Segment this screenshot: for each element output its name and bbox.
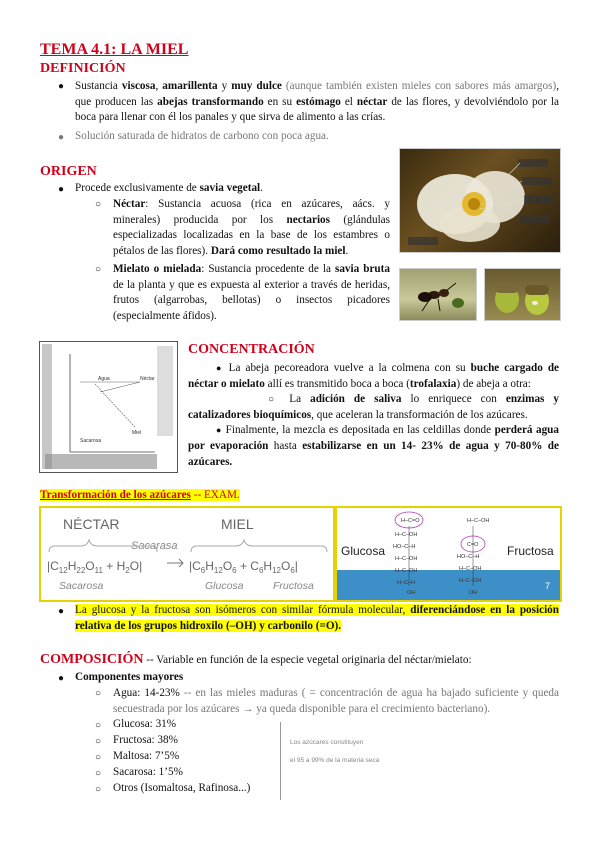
bullet-dot: ● [58,606,65,617]
acorns-photo [484,268,561,321]
glucosa-label: Glucosa [205,580,244,592]
flower-nectary-photo [399,148,561,253]
concentration-chart [40,342,177,472]
definicion-bullet-1: Sustancia viscosa, amarillenta y muy dulce (aunque también existen mieles con sabores más amargos), que producen las abejas transformando en su estómago el néctar de las flores, y devolviéndolo por la boca para llenar con él los panales y que sirva de alimento a las crías. [75,80,560,124]
svg-text:H–C–OH: H–C–OH [467,518,490,524]
sub-bullet-circle: ○ [95,199,102,210]
svg-text:OH: OH [469,590,478,596]
concentracion-heading: CONCENTRACIÓN [188,342,315,357]
slide-number: 7 [545,581,551,591]
ant-aphid-photo [399,268,477,321]
chart-label-nectar: Néctar [140,376,155,382]
chart-label-agua: Agua [98,376,110,382]
origen-mielato: Mielato o mielada: Sustancia procedente de la savia bruta de la planta y que es expuesta al exterior a través de heridas, frutos (algarrobas, bellotas) o insectos picadores (especialmente áfidos). [113,263,390,322]
origen-nectar: Néctar: Sustancia acuosa (rica en azúcares, aács. y minerales) producida por los nectarios (glándulas especializadas localizadas en la base de los estambres o pétalos de las flores). Dará como resultado la miel. [113,198,390,257]
svg-text:|C6H12O6 + C6H12O6|: $|C_6H_{12}O_6 + C_6H_{12}O_6|$ [189,559,298,575]
chart-label-miel: Miel [132,430,142,436]
glucose-fructose-structures [337,508,560,600]
sub-bullet-circle: ○ [95,768,102,779]
bullet-dot: ● [58,132,65,143]
page-title: TEMA 4.1: LA MIEL [40,41,189,58]
svg-text:HO–C–H: HO–C–H [457,554,480,560]
bullet-dot: ● [58,81,65,92]
svg-text:H–C–OH: H–C–OH [395,556,418,562]
sacarosa-label: Sacarosa [59,580,104,592]
svg-text:H–C–OH: H–C–OH [459,566,482,572]
bullet-dot: ● [216,363,224,373]
sub-bullet-circle: ○ [95,688,102,699]
bullet-dot: ● [216,425,223,436]
fructosa-item: Fructosa: 38% [113,734,178,746]
fructosa-structure-label: Fructosa [507,544,554,558]
sucrose-hydrolysis-box [39,506,335,602]
svg-text:C=O: C=O [467,542,479,548]
sacarosa-item: Sacarosa: 1’5% [113,766,183,778]
fructosa-label: Fructosa [273,580,314,592]
isomers-note: La glucosa y la fructosa son isómeros con similar fórmula molecular, diferenciándose en la posición relativa de los grupos hidroxilo (–OH) y carbonilo (=O). [75,604,559,632]
svg-text:|C12H22O11 + H2O|: $|C_{12}H_{22}O_{11} + H_2O|$ [47,559,143,575]
ant-illustration [400,269,476,320]
definicion-bullet-2: Solución saturada de hidratos de carbono con poca agua. [75,130,329,142]
sub-bullet-circle: ○ [268,394,281,406]
miel-label: MIEL [221,516,254,532]
nectar-label: NÉCTAR [63,516,120,532]
sub-bullet-circle: ○ [95,784,102,795]
concentracion-text: ● La abeja pecoreadora vuelve a la colmena con su buche cargado de néctar o mielato allí es transmitido boca a boca (trofalaxia) de abeja a otra: ○ La adición de saliva lo enriquece con enzimas y catalizadores bioquímicos, que aceleran la transformación de los azúcares. ● Finalmente, la mezcla es depositada en las celdillas donde perderá agua por evaporación hasta estabilizarse en un 14- 23% de agua y 70-80% de azúcares. [188,362,560,468]
side-note-2: el 95 a 99% de la materia seca [290,757,380,764]
svg-text:H–C=O: H–C=O [401,518,420,524]
sub-bullet-circle: ○ [95,264,102,275]
isomers-box [335,506,562,602]
bullet-dot: ● [58,673,65,684]
bracket-line [280,722,281,800]
svg-text:H–C–OH: H–C–OH [395,532,418,538]
agua-item: Agua: 14-23% -- en las mieles maduras ( = concentración de agua ha bajado suficiente y queda secuestrada por los azúcares → ya queda disponible para el crecimiento bacteriano). [113,687,559,715]
svg-text:H–C–OH: H–C–OH [395,568,418,574]
maltosa-item: Maltosa: 7’5% [113,750,180,762]
otros-item: Otros (Isomaltosa, Rafinosa...) [113,782,251,794]
acorn-illustration [485,269,560,320]
definicion-heading: DEFINICIÓN [40,61,126,76]
side-note-1: Los azúcares constituyen [290,739,364,746]
origen-heading: ORIGEN [40,164,97,179]
transformacion-heading: Transformación de los azúcares -- EXAM. [40,489,240,501]
concentration-diagram [39,341,178,473]
glucosa-structure-label: Glucosa [341,544,386,558]
glucosa-item: Glucosa: 31% [113,718,177,730]
flower-illustration [400,149,560,252]
svg-text:OH: OH [407,590,416,596]
sub-bullet-circle: ○ [95,720,102,731]
origen-bullet-1: Procede exclusivamente de savia vegetal. [75,182,263,194]
chart-label-sacarosa: Sacarosa [80,438,102,444]
enzyme-label: Sacarasa [131,540,178,552]
componentes-mayores: Componentes mayores [75,671,184,683]
composicion-heading-line: COMPOSICIÓN -- Variable en función de la especie vegetal originaria del néctar/mielato: [40,652,472,667]
svg-text:H–C–OH: H–C–OH [459,578,482,584]
bullet-dot: ● [58,184,65,195]
svg-text:HO–C–H: HO–C–H [393,544,416,550]
sub-bullet-circle: ○ [95,736,102,747]
svg-text:H–C–H: H–C–H [397,580,416,586]
sub-bullet-circle: ○ [95,752,102,763]
